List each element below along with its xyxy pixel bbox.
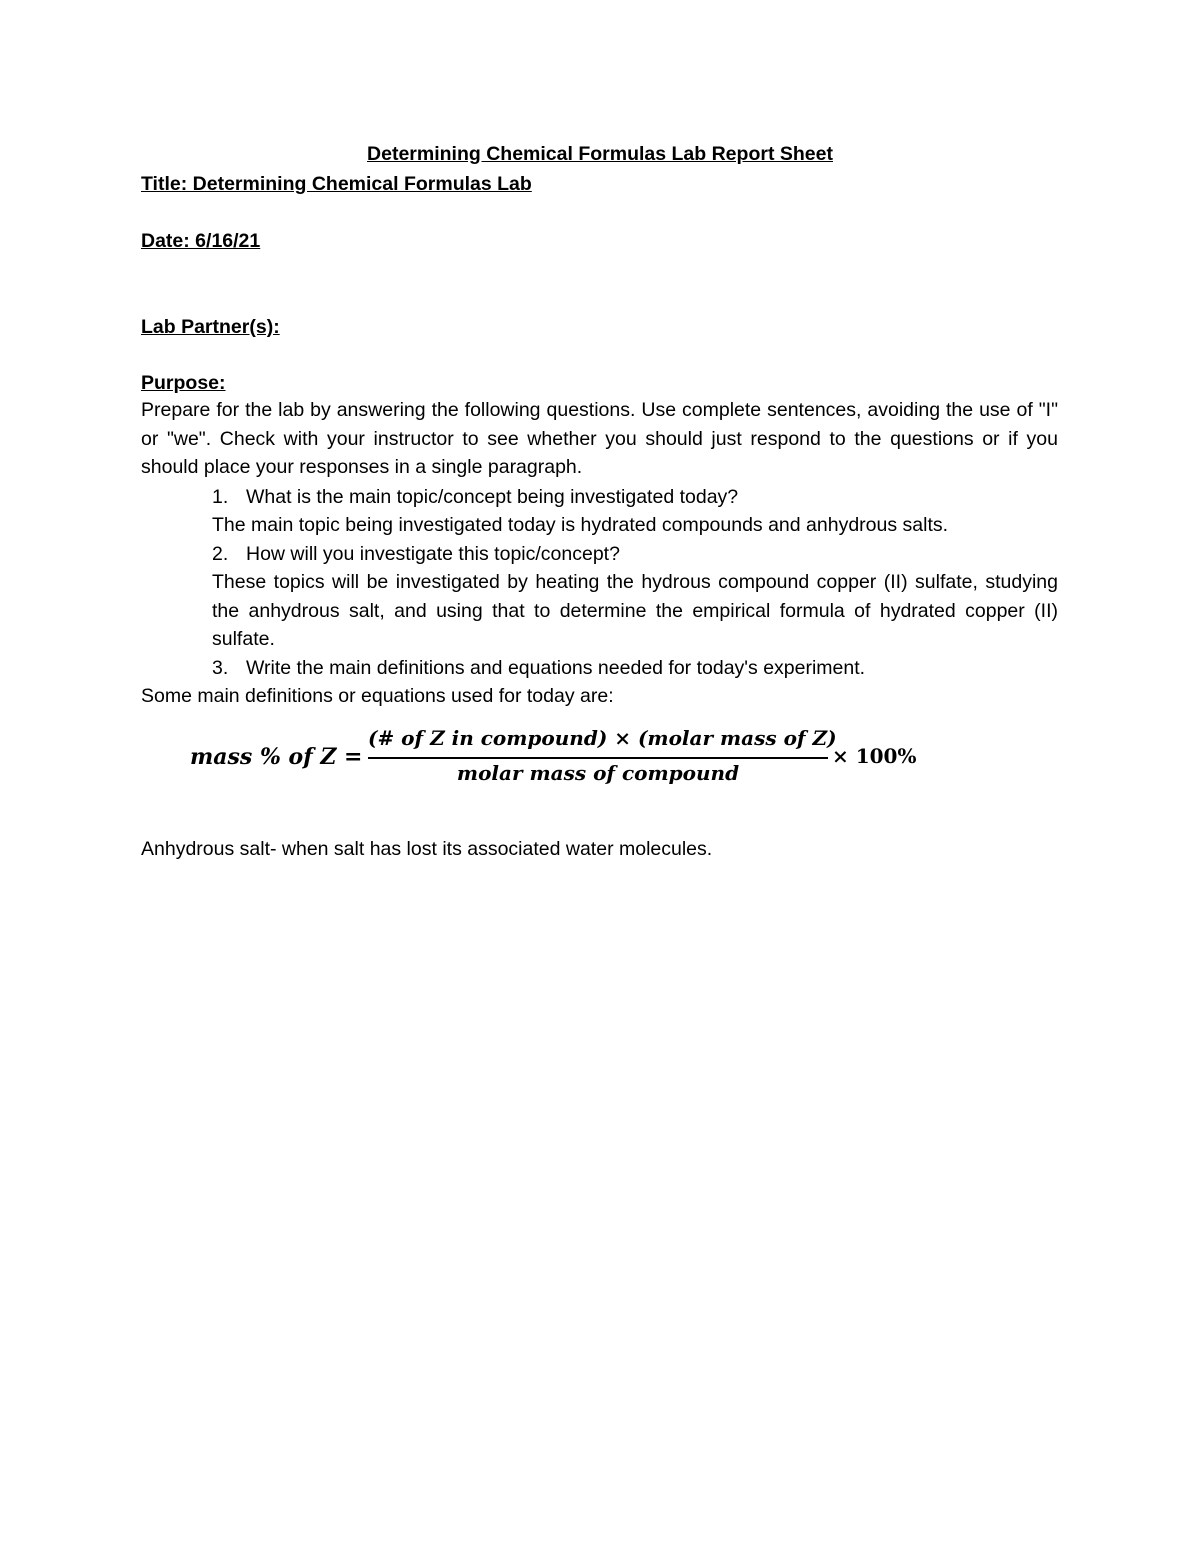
question-3-number: 3. <box>212 657 229 679</box>
question-1-number: 1. <box>212 486 229 508</box>
question-1-text: What is the main topic/concept being investigated today? <box>246 486 739 508</box>
definitions-intro: Some main definitions or equations used for today are: <box>141 685 614 707</box>
question-1-answer: The main topic being investigated today is hydrated compounds and anhydrous salts. <box>212 514 949 536</box>
definition-anhydrous: Anhydrous salt- when salt has lost its associated water molecules. <box>141 838 713 860</box>
equation-denominator: molar mass of compound <box>456 761 740 785</box>
title-line: Title: Determining Chemical Formulas Lab <box>141 173 532 195</box>
question-3-text: Write the main definitions and equations needed for today's experiment. <box>246 657 866 679</box>
mass-percent-equation <box>190 722 930 790</box>
purpose-intro: Prepare for the lab by answering the following questions. Use complete sentences, avoiding the use of "I" or "we". Check with your instructor to see whether you should just respond to the questions or if you should place your responses in a single paragraph. <box>141 399 1058 479</box>
question-2-answer: These topics will be investigated by heating the hydrous compound copper (II) sulfate, studying the anhydrous salt, and using that to determine the empirical formula of hydrated copper (II) sulfate. <box>212 571 1058 651</box>
question-2-number: 2. <box>212 543 229 565</box>
equation-numerator: (# of Z in compound) × (molar mass of Z) <box>368 726 837 750</box>
question-2-text: How will you investigate this topic/concept? <box>246 543 620 565</box>
date-line: Date: 6/16/21 <box>141 230 261 252</box>
fraction-bar <box>368 757 828 759</box>
document-heading: Determining Chemical Formulas Lab Report Sheet <box>367 143 833 165</box>
lab-partners-label: Lab Partner(s): <box>141 316 280 338</box>
equation-lhs: mass % of Z = <box>190 744 363 770</box>
equation-multiplier: × 100% <box>832 744 917 768</box>
purpose-label: Purpose: <box>141 372 226 394</box>
